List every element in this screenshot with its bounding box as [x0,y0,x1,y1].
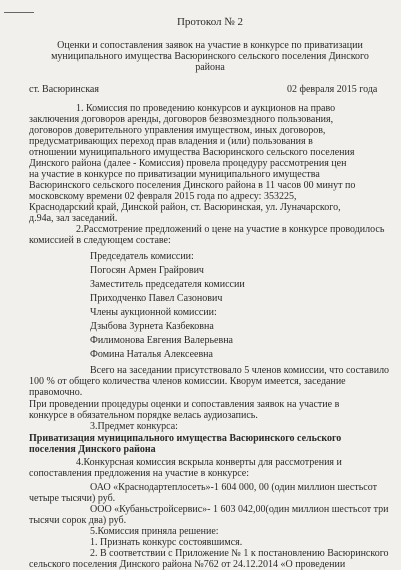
place: ст. Васюринская [29,84,99,95]
body-line: комиссией в следующем составе: [29,235,171,246]
commission-chair-name: Погосян Армен Грайрович [90,265,204,276]
body-line: конкурсе в обязательном порядке велась аудиозапись. [29,410,258,421]
contest-subject-line: Приватизация муниципального имущества Васюринского сельского [29,433,342,444]
body-line: Динского района (далее - Комиссия) провела процедуру рассмотрения цен [29,158,347,169]
body-line: московскому времени 02 февраля 2015 года по адресу: 353225, [29,191,297,202]
body-line: Всего на заседании присутствовало 5 членов комиссии, что составило [90,365,390,376]
commission-member-name: Фомина Наталья Алексеевна [90,349,213,360]
body-line: отношении муниципального имущества Васюринского сельского поселения [29,147,355,158]
subject-line-1: Оценки и сопоставления заявок на участие в конкурсе по приватизации [57,40,363,51]
date: 02 февраля 2015 года [287,84,378,95]
body-line: 2. В соответствии с Приложение № 1 к постановлению Васюринского [90,548,389,559]
section-heading: 3.Предмет конкурса: [90,421,178,432]
bid-line: тысячи сорок два) руб. [29,515,127,526]
commission-deputy-name: Приходченко Павел Сазонович [90,293,223,304]
body-line: заключения договоров аренды, договоров безвозмездного пользования, [29,114,334,125]
body-line: д.94а, зал заседаний. [29,213,118,224]
body-line: 100 % от общего количества членов комиссии. Кворум имеется, заседание [29,376,346,387]
body-line: 1. Признать конкурс состоявшимся. [90,537,243,548]
contest-subject-line: поселения Динского района [29,444,156,455]
body-line: 4.Конкурсная комиссия вскрыла конверты для рассмотрения и [76,457,342,468]
body-line: сопоставления предложения на участие в конкурсе: [29,468,250,479]
body-line: правомочно. [29,387,83,398]
section-heading: 5.Комиссия приняла решение: [90,526,219,537]
corner-mark [4,12,34,13]
commission-member-name: Филимонова Евгения Валерьевна [90,335,233,346]
body-line: предусматривающих переход прав владения и (или) пользования в [29,136,313,147]
commission-deputy-label: Заместитель председателя комиссии [90,279,245,290]
bid-line: четыре тысячи) руб. [29,493,116,504]
body-line: Краснодарский край, Динской район, ст. Васюринская, ул. Луначарского, [29,202,341,213]
body-line: 2.Рассмотрение предложений о цене на участие в конкурсе проводилось [76,224,385,235]
body-line: на участие в конкурсе по приватизации муниципального имущества [29,169,320,180]
body-line: сельского поселения Динского района №762 от 24.12.2014 «О проведении [29,559,346,570]
commission-members-label: Члены аукционной комиссии: [90,307,217,318]
commission-member-name: Дзыбова Зурнета Казбековна [90,321,214,332]
body-line: При проведении процедуры оценки и сопоставления заявок на участие в [29,399,340,410]
body-line: Васюринского сельского поселения Динского района в 11 часов 00 минут по [29,180,356,191]
bid-line: ОАО «Краснодартеплосеть»-1 604 000, 00 (один миллион шестьсот [90,482,377,493]
body-line: 1. Комиссия по проведению конкурсов и аукционов на право [76,103,336,114]
subject-line-2: муниципального имущества Васюринского сельского поселения Динского [51,51,369,62]
bid-line: ООО «Кубаньстройсервис»- 1 603 042,00(один миллион шестьсот три [90,504,389,515]
body-line: договоров доверительного управления имуществом, иных договоров, [29,125,326,136]
subject-line-3: района [195,62,225,73]
commission-chair-label: Председатель комиссии: [90,251,194,262]
protocol-title: Протокол № 2 [176,16,244,28]
